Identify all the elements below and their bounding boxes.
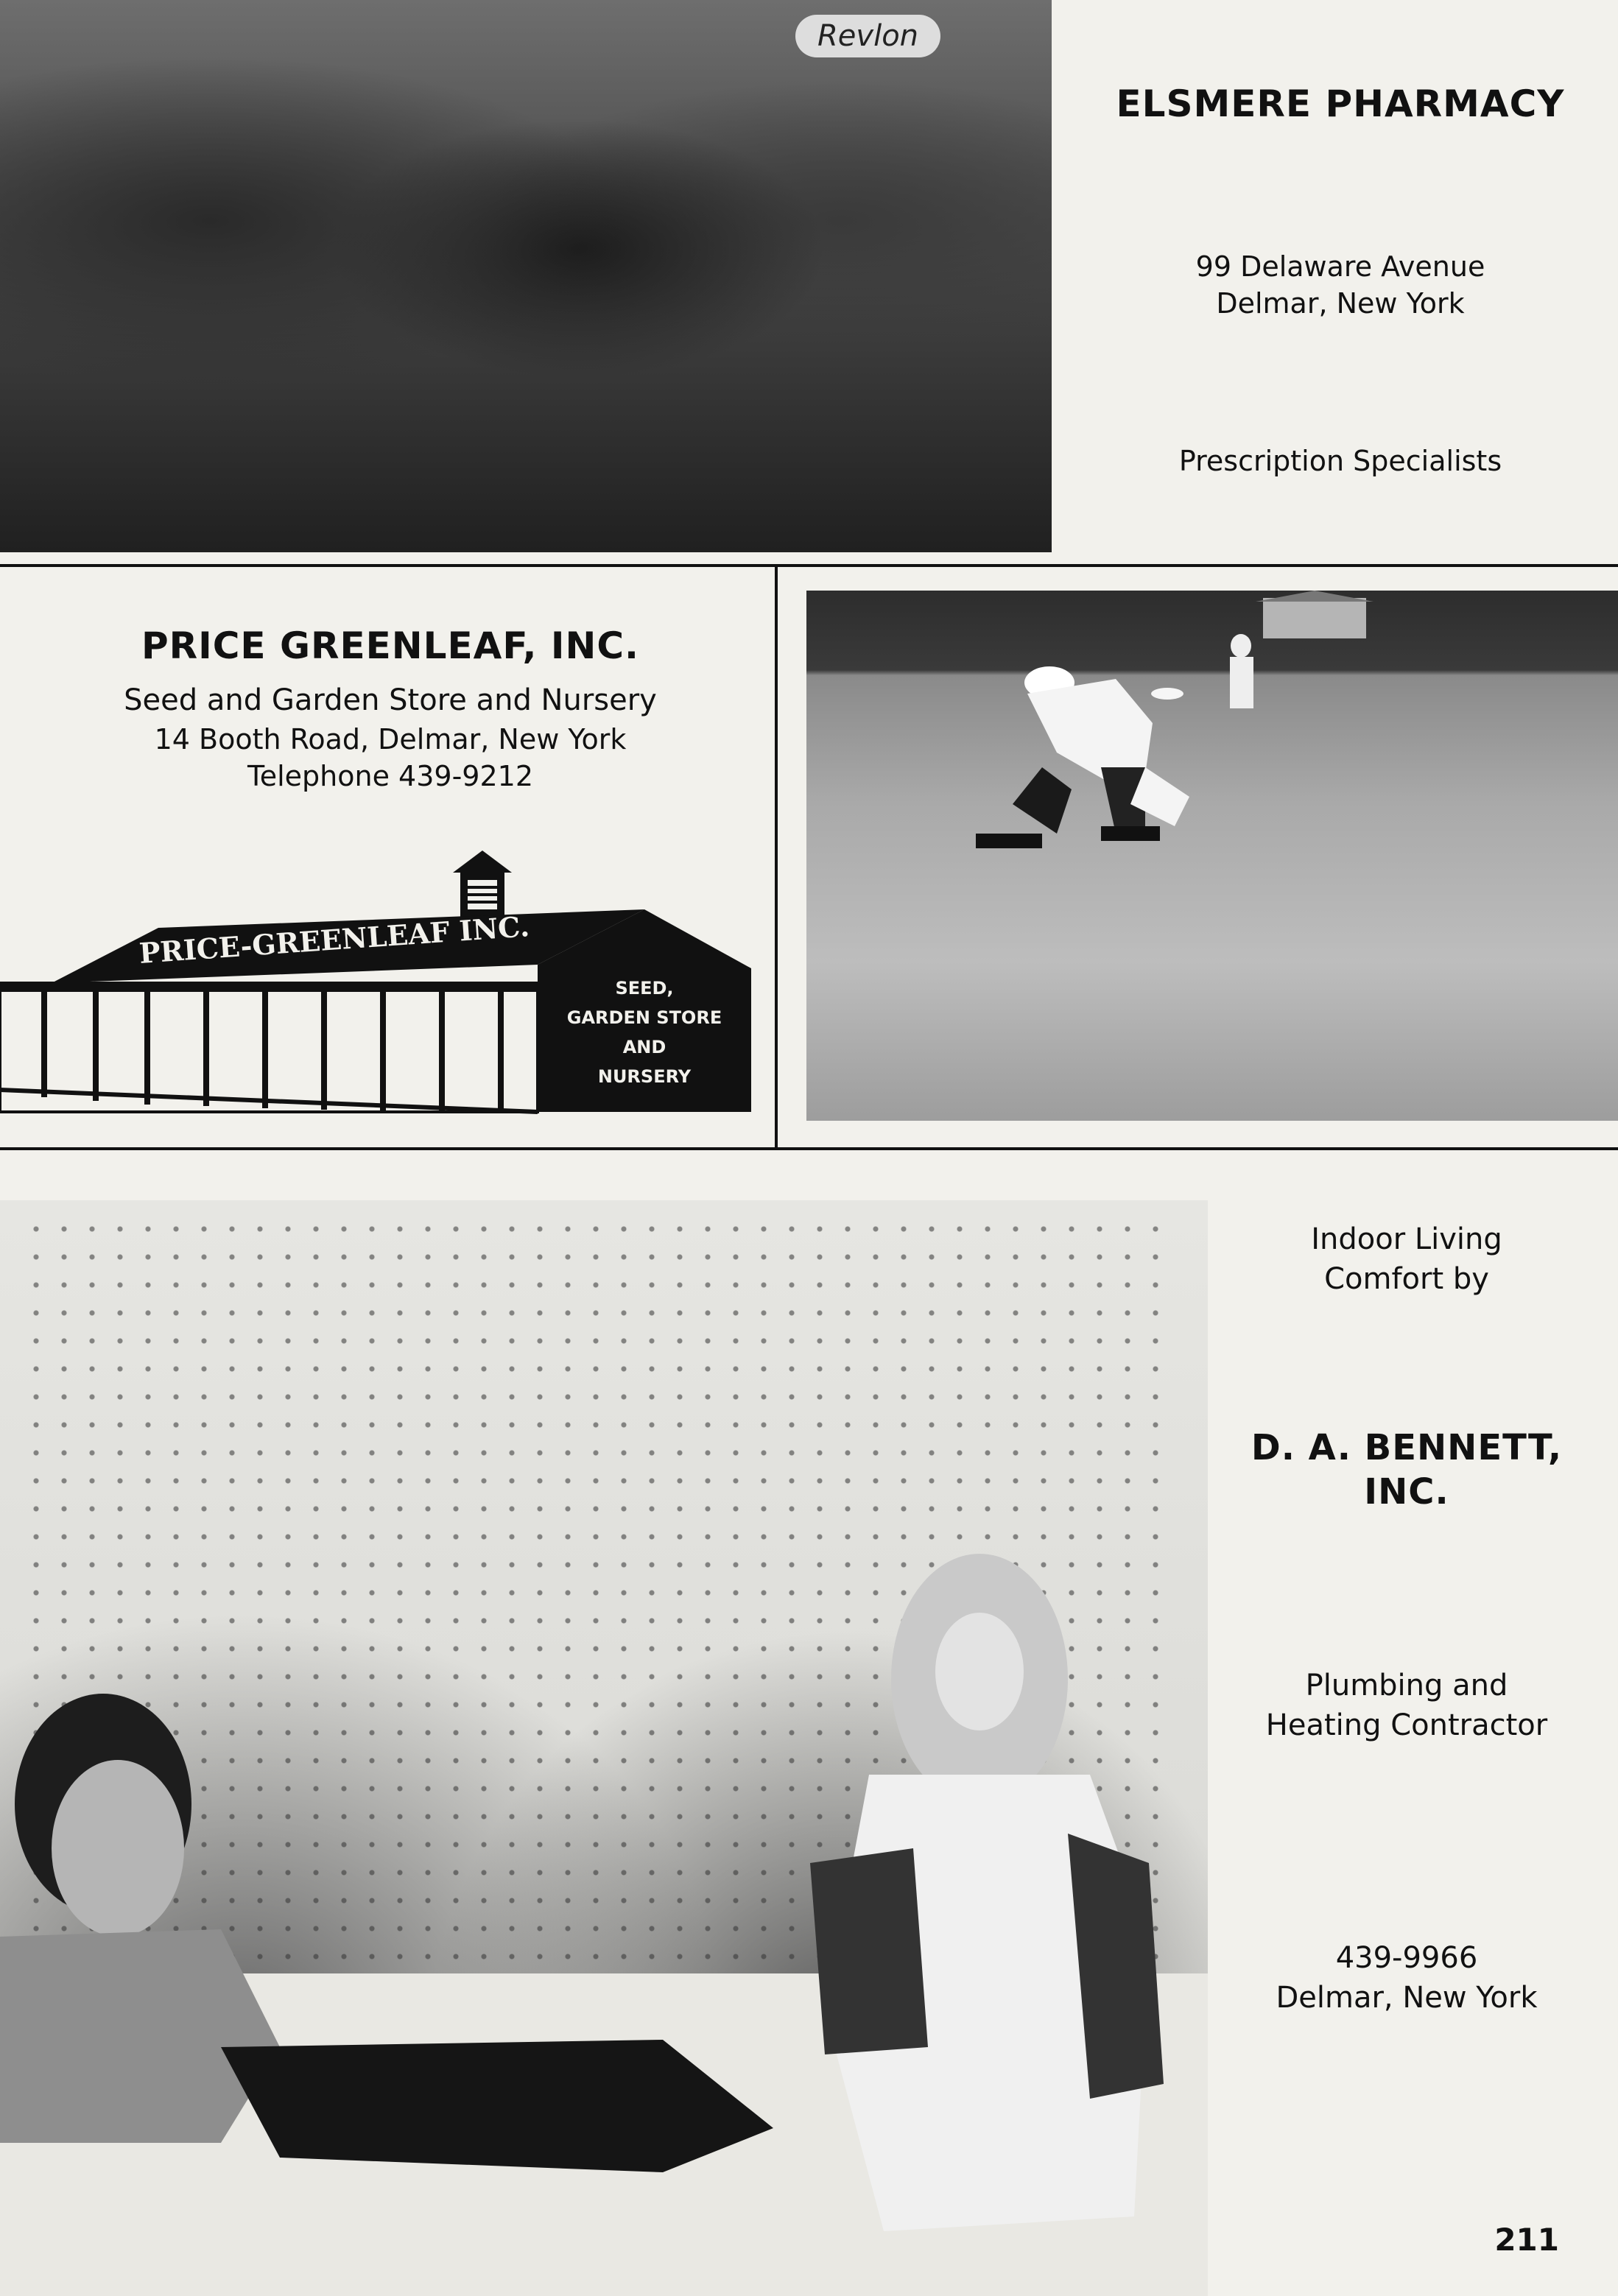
bennett-phone: 439-9966 <box>1335 1941 1478 1975</box>
greenleaf-wall-line4: NURSERY <box>597 1066 692 1087</box>
baseball-photo <box>806 591 1618 1121</box>
bennett-photo <box>0 1200 1208 2296</box>
greenleaf-wall-line3: AND <box>622 1037 666 1057</box>
greenleaf-wall-line1: SEED, <box>615 978 674 999</box>
bennett-location: Delmar, New York <box>1276 1981 1538 2015</box>
baseball-photo-silhouettes <box>806 591 1618 1121</box>
pharmacy-ad <box>1075 82 1605 477</box>
pharmacy-address-line1: 99 Delaware Avenue <box>1195 250 1485 283</box>
greenleaf-wall-line2: GARDEN STORE <box>566 1007 722 1028</box>
bennett-intro-line1: Indoor Living <box>1311 1222 1502 1256</box>
bennett-photo-silhouettes <box>0 1200 1208 2296</box>
pharmacy-address-line2: Delmar, New York <box>1216 287 1465 320</box>
pharmacy-tagline: Prescription Specialists <box>1178 445 1502 477</box>
greenleaf-line2: 14 Booth Road, Delmar, New York <box>154 723 627 756</box>
greenleaf-building-logo <box>0 847 766 1127</box>
pharmacy-photo <box>0 0 1052 552</box>
bennett-service-line1: Plumbing and <box>1305 1669 1508 1702</box>
rule-top-horizontal <box>0 564 1618 567</box>
bennett-name-line2: INC. <box>1364 1471 1449 1513</box>
greenleaf-roof-sign: PRICE-GREENLEAF INC. <box>138 909 531 970</box>
bennett-intro-line2: Comfort by <box>1324 1262 1489 1296</box>
pharmacy-name: ELSMERE PHARMACY <box>1116 82 1565 125</box>
greenleaf-name: PRICE GREENLEAF, INC. <box>141 624 640 667</box>
greenleaf-line1: Seed and Garden Store and Nursery <box>124 683 657 717</box>
rule-middle-horizontal <box>0 1147 1618 1150</box>
page-number: 211 <box>1494 2222 1559 2258</box>
bennett-ad <box>1215 1222 1598 2015</box>
bennett-name-line1: D. A. BENNETT, <box>1251 1427 1563 1468</box>
greenleaf-ad <box>29 624 751 792</box>
greenleaf-line3: Telephone 439-9212 <box>247 760 533 792</box>
revlon-sign: Revlon <box>795 15 940 57</box>
bennett-service-line2: Heating Contractor <box>1265 1708 1548 1742</box>
rule-middle-vertical <box>775 564 778 1150</box>
